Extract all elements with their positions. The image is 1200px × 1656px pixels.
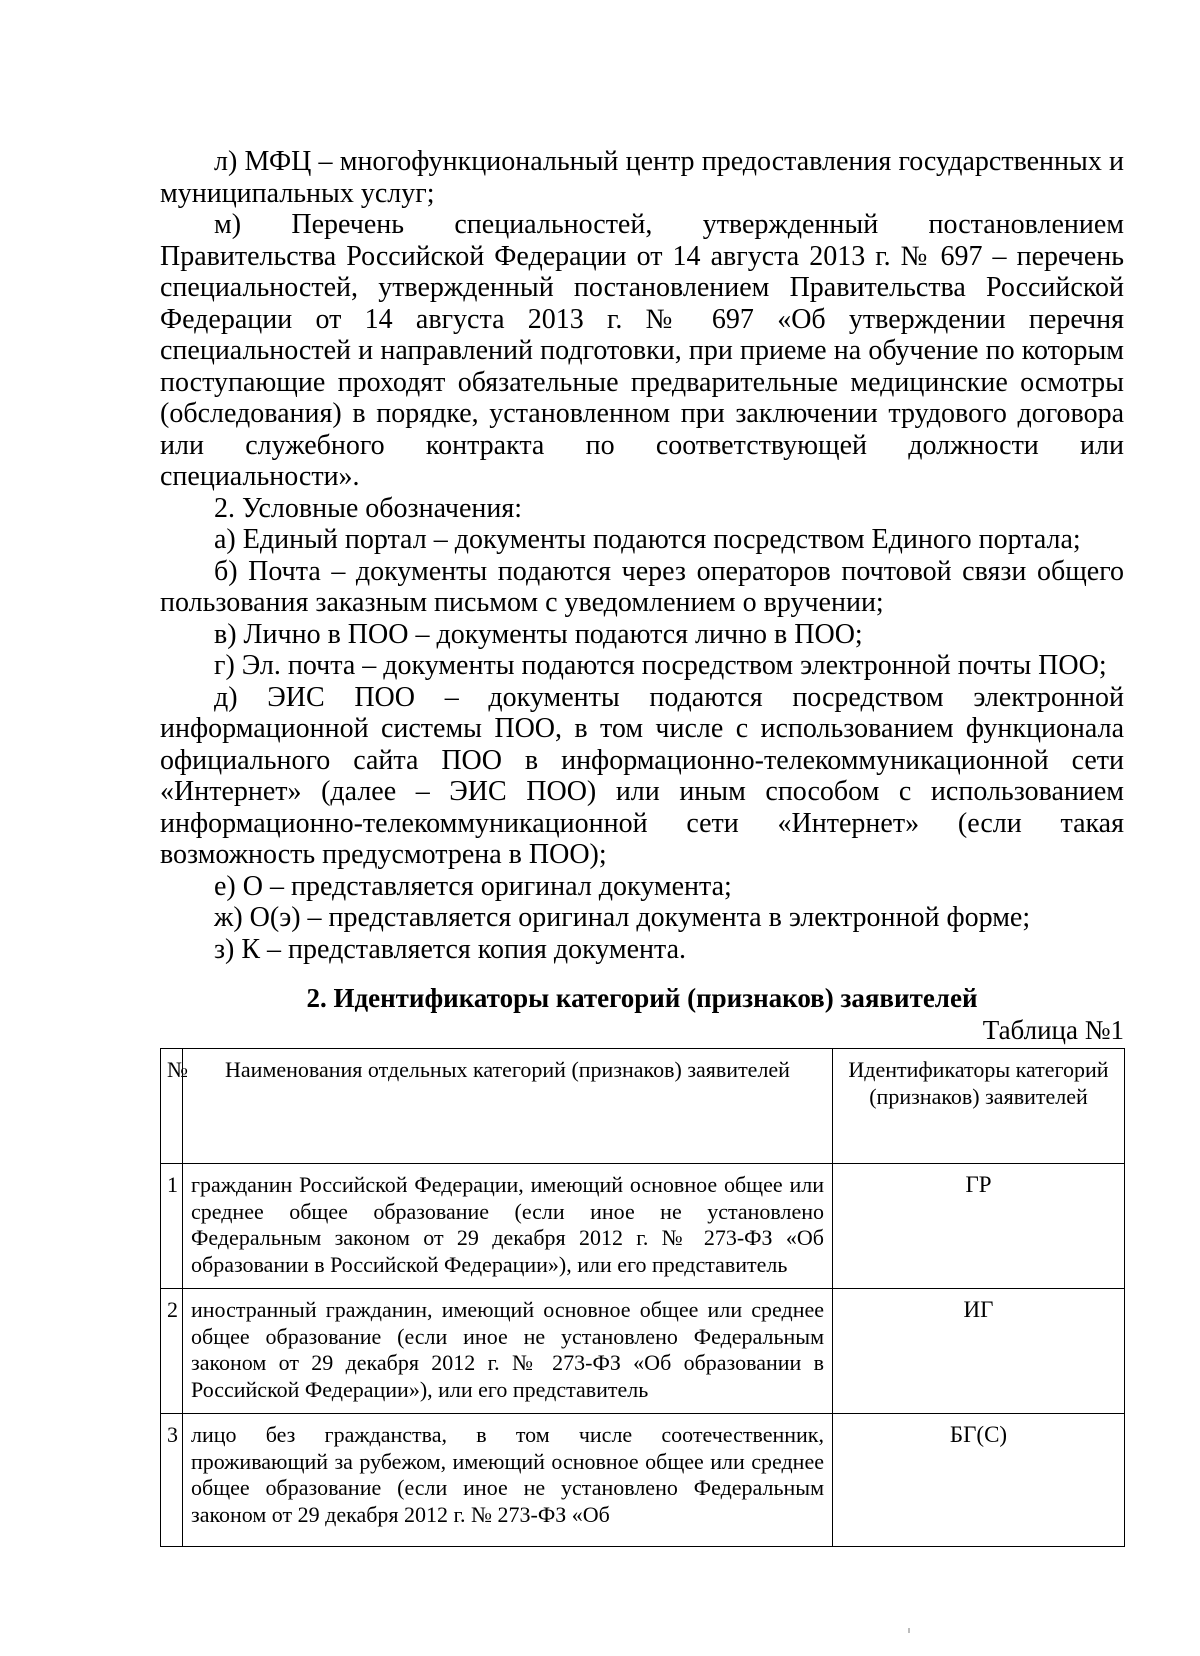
paragraph-l: л) МФЦ – многофункциональный центр предоставления государственных и муниципальных услуг; <box>160 146 1124 209</box>
header-name: Наименования отдельных категорий (признаков) заявителей <box>183 1049 833 1164</box>
paragraph-z: з) К – представляется копия документа. <box>214 933 687 965</box>
body-text <box>160 146 1124 965</box>
section-title: 2. Идентификаторы категорий (признаков) заявителей <box>306 983 978 1013</box>
row-num: 2 <box>161 1289 183 1414</box>
row-category-id: БГ(С) <box>833 1414 1125 1547</box>
paragraph-b: б) Почта – документы подаются через операторов почтовой связи общего пользования заказным письмом с уведомлением о вручении; <box>160 555 1124 618</box>
header-num: № <box>161 1049 183 1164</box>
paragraph-e: е) О – представляется оригинал документа; <box>214 870 732 902</box>
paragraph-a: а) Единый портал – документы подаются посредством Единого портала; <box>214 524 1081 555</box>
paragraph-d: д) ЭИС ПОО – документы подаются посредством электронной информационной системы ПОО, в том числе с использованием функционала официального сайта ПОО в информационно-телекоммуникационной сети «Интернет» (далее – ЭИС ПОО) или иным способом с использованием информационно-телекоммуникационной сети «Интернет» (если такая возможность предусмотрена в ПОО); <box>160 681 1124 870</box>
applicant-categories-table <box>160 1048 1125 1547</box>
paragraph-g: г) Эл. почта – документы подаются посредством электронной почты ПОО; <box>214 650 1107 681</box>
paragraph-m: м) Перечень специальностей, утвержденный постановлением Правительства Российской Федерации от 14 августа 2013 г. № 697 – перечень специальностей, утвержденный постановлением Правительства Российской Федерации от 14 августа 2013 г. № 697 «Об утверждении перечня специальностей и направлений подготовки, при приеме на обучение по которым поступающие проходят обязательные предварительные медицинские осмотры (обследования) в порядке, установленном при заключении трудового договора или служебного контракта по соответствующей должности или специальности». <box>160 209 1124 492</box>
table-row <box>161 1414 1125 1547</box>
row-category-id: ИГ <box>833 1289 1125 1414</box>
row-category-name: лицо без гражданства, в том числе соотечественник, проживающий за рубежом, имеющий основное общее или среднее общее образование (если иное не установлено Федеральным законом от 29 декабря 2012 г. № 273-ФЗ «Об <box>183 1414 833 1547</box>
paragraph-symbols-heading: 2. Условные обозначения: <box>214 492 523 524</box>
paragraph-zh: ж) О(э) – представляется оригинал документа в электронной форме; <box>214 902 1031 933</box>
table-row <box>161 1164 1125 1289</box>
paragraph-v: в) Лично в ПОО – документы подаются лично в ПОО; <box>214 618 863 650</box>
table-caption: Таблица №1 <box>982 1015 1124 1045</box>
header-id: Идентификаторы категорий (признаков) заявителей <box>833 1049 1125 1164</box>
row-category-name: иностранный гражданин, имеющий основное общее или среднее общее образование (если иное не установлено Федеральным законом от 29 декабря 2012 г. № 273-ФЗ «Об образовании в Российской Федерации»), или его представитель <box>183 1289 833 1414</box>
row-category-name: гражданин Российской Федерации, имеющий основное общее или среднее общее образование (если иное не установлено Федеральным законом от 29 декабря 2012 г. № 273-ФЗ «Об образовании в Российской Федерации»), или его представитель <box>183 1164 833 1289</box>
row-num: 1 <box>161 1164 183 1289</box>
row-category-id: ГР <box>833 1164 1125 1289</box>
scan-artifact <box>908 1628 910 1633</box>
table-row <box>161 1289 1125 1414</box>
row-num: 3 <box>161 1414 183 1547</box>
table-header-row <box>161 1049 1125 1164</box>
